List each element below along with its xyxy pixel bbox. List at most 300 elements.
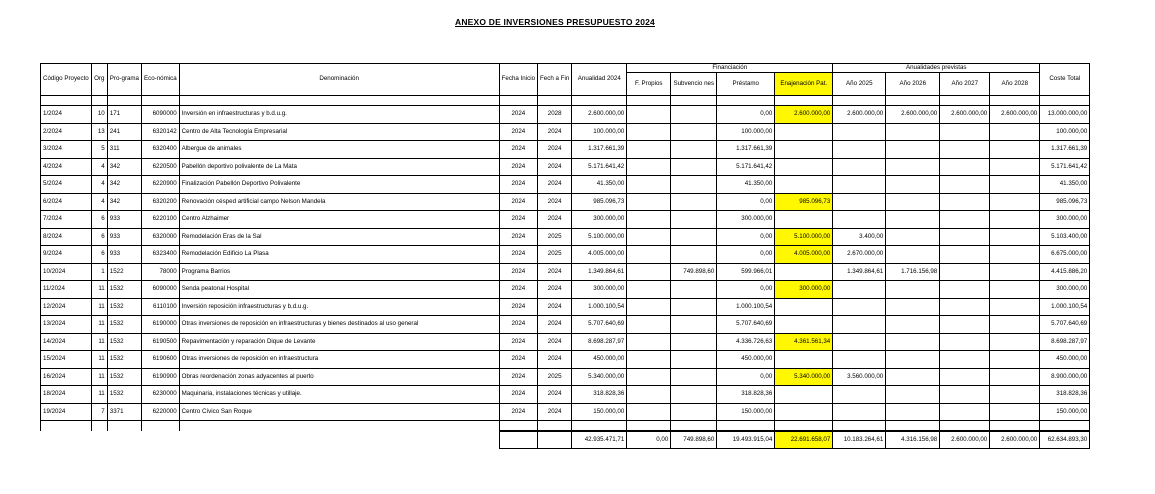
cell-enajenacion	[775, 316, 833, 334]
cell-ano-2027	[940, 403, 990, 421]
cell-fecha-inicio: 2024	[499, 228, 537, 246]
cell-ano-2025	[833, 333, 886, 351]
header-anualidad: Anualidad 2024	[572, 64, 627, 96]
cell-prestamo: 150.000,00	[717, 403, 775, 421]
cell-prestamo: 5.707.640,69	[717, 316, 775, 334]
cell-f-propios	[627, 298, 671, 316]
header-fecha-fin: Fech a Fin	[538, 64, 572, 96]
spacer-row	[41, 421, 1090, 432]
totals-empty-cell	[179, 431, 499, 449]
cell-subvenciones	[671, 228, 717, 246]
cell-f-propios	[627, 246, 671, 264]
cell-org: 4	[91, 176, 107, 194]
cell-denominacion: Otras inversiones de reposición en infraestructura	[179, 351, 499, 369]
cell-economica: 6220500	[141, 158, 179, 176]
cell-ano-2026	[886, 123, 940, 141]
cell-economica: 6320000	[141, 228, 179, 246]
cell-ano-2027	[940, 176, 990, 194]
cell-fecha-fin: 2024	[538, 211, 572, 229]
cell-ano-2028	[990, 316, 1040, 334]
cell-coste-total: 6.675.000,00	[1040, 246, 1090, 264]
cell-enajenacion	[775, 403, 833, 421]
cell-anualidad: 300.000,00	[572, 211, 627, 229]
cell-prestamo: 300.000,00	[717, 211, 775, 229]
cell-programa: 1532	[107, 351, 141, 369]
header-ano-2027: Año 2027	[940, 73, 990, 96]
cell-prestamo: 0,00	[717, 246, 775, 264]
cell-fecha-fin: 2024	[538, 281, 572, 299]
cell-fecha-inicio: 2024	[499, 263, 537, 281]
cell-programa: 342	[107, 176, 141, 194]
table-row	[41, 263, 1090, 281]
cell-codigo: 7/2024	[41, 211, 92, 229]
cell-fecha-fin: 2024	[538, 158, 572, 176]
cell-fecha-inicio: 2024	[499, 316, 537, 334]
cell-fecha-fin: 2024	[538, 298, 572, 316]
cell-denominacion: Inversión en infraestructuras y b.d.u.g.	[179, 106, 499, 124]
cell-ano-2025	[833, 176, 886, 194]
cell-economica: 6320200	[141, 193, 179, 211]
cell-f-propios	[627, 141, 671, 159]
table-row	[41, 158, 1090, 176]
header-financiacion: Financiación	[627, 64, 833, 73]
table-row	[41, 246, 1090, 264]
cell-denominacion: Renovación césped artificial campo Nelson Mandela	[179, 193, 499, 211]
cell-fecha-inicio: 2024	[499, 158, 537, 176]
cell-ano-2026: 1.716.156,98	[886, 263, 940, 281]
cell-subvenciones	[671, 193, 717, 211]
cell-subvenciones	[671, 403, 717, 421]
cell-codigo: 8/2024	[41, 228, 92, 246]
cell-economica: 6220100	[141, 211, 179, 229]
cell-ano-2028	[990, 298, 1040, 316]
cell-subvenciones	[671, 158, 717, 176]
table-row	[41, 333, 1090, 351]
table-row	[41, 316, 1090, 334]
table-row	[41, 386, 1090, 404]
cell-fecha-fin: 2024	[538, 333, 572, 351]
cell-economica: 6220000	[141, 403, 179, 421]
cell-fecha-inicio: 2024	[499, 386, 537, 404]
cell-fecha-fin: 2025	[538, 368, 572, 386]
table-row	[41, 403, 1090, 421]
cell-anualidad: 1.317.661,39	[572, 141, 627, 159]
cell-org: 13	[91, 123, 107, 141]
total-prestamo: 19.493.915,04	[717, 431, 775, 449]
cell-subvenciones	[671, 316, 717, 334]
cell-denominacion: Inversión reposición infraestructuras y b.d.u.g.	[179, 298, 499, 316]
cell-ano-2028	[990, 141, 1040, 159]
cell-codigo: 11/2024	[41, 281, 92, 299]
cell-coste-total: 450.000,00	[1040, 351, 1090, 369]
cell-fecha-fin: 2024	[538, 193, 572, 211]
cell-denominacion: Repavimentación y reparación Dique de Levante	[179, 333, 499, 351]
cell-fecha-inicio: 2024	[499, 176, 537, 194]
cell-ano-2028	[990, 176, 1040, 194]
cell-fecha-inicio: 2024	[499, 368, 537, 386]
cell-programa: 1532	[107, 281, 141, 299]
cell-ano-2025	[833, 351, 886, 369]
cell-org: 5	[91, 141, 107, 159]
cell-denominacion: Obras reordenación zonas adyacentes al puerto	[179, 368, 499, 386]
total-anualidad: 42.935.471,71	[572, 431, 627, 449]
cell-codigo: 5/2024	[41, 176, 92, 194]
cell-anualidad: 318.828,36	[572, 386, 627, 404]
cell-economica: 6320142	[141, 123, 179, 141]
cell-ano-2028	[990, 351, 1040, 369]
cell-ano-2028	[990, 228, 1040, 246]
cell-fecha-inicio: 2024	[499, 141, 537, 159]
cell-ano-2025	[833, 141, 886, 159]
cell-codigo: 4/2024	[41, 158, 92, 176]
cell-enajenacion: 985.096,73	[775, 193, 833, 211]
cell-fecha-inicio: 2024	[499, 123, 537, 141]
cell-coste-total: 4.415.886,20	[1040, 263, 1090, 281]
cell-subvenciones: 749.898,60	[671, 263, 717, 281]
cell-org: 6	[91, 228, 107, 246]
totals-empty-cell	[107, 431, 141, 449]
cell-prestamo: 450.000,00	[717, 351, 775, 369]
cell-ano-2028	[990, 403, 1040, 421]
cell-f-propios	[627, 386, 671, 404]
cell-subvenciones	[671, 298, 717, 316]
cell-prestamo: 0,00	[717, 106, 775, 124]
cell-prestamo: 0,00	[717, 281, 775, 299]
cell-anualidad: 5.171.641,42	[572, 158, 627, 176]
cell-ano-2025: 1.349.864,61	[833, 263, 886, 281]
cell-ano-2026	[886, 316, 940, 334]
cell-f-propios	[627, 193, 671, 211]
cell-enajenacion	[775, 141, 833, 159]
cell-ano-2027	[940, 298, 990, 316]
cell-enajenacion: 5.100.000,00	[775, 228, 833, 246]
total-f-propios: 0,00	[627, 431, 671, 449]
cell-codigo: 6/2024	[41, 193, 92, 211]
cell-denominacion: Centro de Alta Tecnología Empresarial	[179, 123, 499, 141]
header-subvenciones: Subvencio nes	[671, 73, 717, 96]
cell-anualidad: 5.100.000,00	[572, 228, 627, 246]
total-subvenciones: 749.898,60	[671, 431, 717, 449]
cell-denominacion: Centro Alzhaimer	[179, 211, 499, 229]
cell-f-propios	[627, 316, 671, 334]
table-row	[41, 176, 1090, 194]
cell-ano-2025: 3.560.000,00	[833, 368, 886, 386]
cell-anualidad: 2.600.000,00	[572, 106, 627, 124]
table-row	[41, 211, 1090, 229]
cell-ano-2026	[886, 281, 940, 299]
cell-org: 6	[91, 211, 107, 229]
cell-subvenciones	[671, 333, 717, 351]
cell-economica: 6323400	[141, 246, 179, 264]
cell-ano-2027	[940, 263, 990, 281]
cell-enajenacion: 4.361.561,34	[775, 333, 833, 351]
total-a2027: 2.600.000,00	[940, 431, 990, 449]
cell-coste-total: 5.171.641,42	[1040, 158, 1090, 176]
cell-codigo: 2/2024	[41, 123, 92, 141]
cell-enajenacion: 5.340.000,00	[775, 368, 833, 386]
cell-economica: 6190500	[141, 333, 179, 351]
cell-anualidad: 8.698.287,97	[572, 333, 627, 351]
cell-coste-total: 1.000.100,54	[1040, 298, 1090, 316]
cell-f-propios	[627, 123, 671, 141]
cell-codigo: 10/2024	[41, 263, 92, 281]
cell-prestamo: 599.966,01	[717, 263, 775, 281]
header-f-propios: F. Propios	[627, 73, 671, 96]
cell-programa: 1532	[107, 333, 141, 351]
cell-anualidad: 1.349.864,61	[572, 263, 627, 281]
cell-ano-2027	[940, 228, 990, 246]
cell-fecha-fin: 2028	[538, 106, 572, 124]
cell-anualidad: 100.000,00	[572, 123, 627, 141]
cell-coste-total: 8.900.000,00	[1040, 368, 1090, 386]
cell-denominacion: Albergue de animales	[179, 141, 499, 159]
cell-ano-2027	[940, 193, 990, 211]
cell-economica: 6220900	[141, 176, 179, 194]
cell-f-propios	[627, 228, 671, 246]
cell-ano-2025: 2.670.000,00	[833, 246, 886, 264]
cell-f-propios	[627, 351, 671, 369]
cell-enajenacion	[775, 386, 833, 404]
cell-denominacion: Otras inversiones de reposición en infraestructuras y bienes destinados al uso general	[179, 316, 499, 334]
cell-economica: 6190900	[141, 368, 179, 386]
cell-programa: 933	[107, 228, 141, 246]
cell-enajenacion	[775, 158, 833, 176]
cell-ano-2028	[990, 386, 1040, 404]
cell-org: 11	[91, 298, 107, 316]
cell-coste-total: 5.707.640,69	[1040, 316, 1090, 334]
cell-f-propios	[627, 281, 671, 299]
cell-subvenciones	[671, 281, 717, 299]
cell-org: 11	[91, 368, 107, 386]
cell-prestamo: 1.000.100,54	[717, 298, 775, 316]
cell-ano-2026	[886, 298, 940, 316]
totals-empty-cell	[91, 431, 107, 449]
cell-prestamo: 5.171.641,42	[717, 158, 775, 176]
header-ano-2028: Año 2028	[990, 73, 1040, 96]
cell-ano-2027	[940, 158, 990, 176]
cell-ano-2026	[886, 403, 940, 421]
cell-fecha-inicio: 2024	[499, 351, 537, 369]
cell-f-propios	[627, 158, 671, 176]
header-anualidades-previstas: Anualidades previstas	[833, 64, 1040, 73]
cell-prestamo: 4.336.726,63	[717, 333, 775, 351]
header-org: Org	[91, 64, 107, 96]
cell-org: 11	[91, 386, 107, 404]
cell-fecha-fin: 2024	[538, 263, 572, 281]
cell-economica: 6190000	[141, 316, 179, 334]
cell-programa: 171	[107, 106, 141, 124]
cell-economica: 6230000	[141, 386, 179, 404]
cell-prestamo: 0,00	[717, 228, 775, 246]
cell-ano-2025	[833, 123, 886, 141]
cell-coste-total: 300.000,00	[1040, 281, 1090, 299]
cell-ano-2028	[990, 211, 1040, 229]
cell-fecha-fin: 2024	[538, 351, 572, 369]
cell-codigo: 3/2024	[41, 141, 92, 159]
cell-enajenacion	[775, 298, 833, 316]
cell-anualidad: 5.340.000,00	[572, 368, 627, 386]
cell-ano-2028	[990, 281, 1040, 299]
header-programa: Pro-grama	[107, 64, 141, 96]
cell-prestamo: 0,00	[717, 193, 775, 211]
cell-anualidad: 985.096,73	[572, 193, 627, 211]
cell-ano-2026	[886, 228, 940, 246]
cell-ano-2026	[886, 368, 940, 386]
cell-enajenacion: 4.005.000,00	[775, 246, 833, 264]
cell-codigo: 18/2024	[41, 386, 92, 404]
totals-row	[41, 431, 1090, 449]
cell-ano-2027	[940, 333, 990, 351]
cell-codigo: 16/2024	[41, 368, 92, 386]
cell-programa: 933	[107, 211, 141, 229]
cell-programa: 342	[107, 158, 141, 176]
table-row	[41, 368, 1090, 386]
cell-economica: 6320400	[141, 141, 179, 159]
cell-ano-2026	[886, 351, 940, 369]
cell-ano-2026: 2.600.000,00	[886, 106, 940, 124]
cell-ano-2026	[886, 333, 940, 351]
cell-prestamo: 318.828,36	[717, 386, 775, 404]
cell-codigo: 15/2024	[41, 351, 92, 369]
cell-ano-2027: 2.600.000,00	[940, 106, 990, 124]
cell-programa: 1522	[107, 263, 141, 281]
cell-subvenciones	[671, 141, 717, 159]
cell-ano-2028: 2.600.000,00	[990, 106, 1040, 124]
cell-ano-2026	[886, 193, 940, 211]
cell-ano-2026	[886, 176, 940, 194]
header-prestamo: Préstamo	[717, 73, 775, 96]
cell-economica: 6090000	[141, 281, 179, 299]
cell-coste-total: 41.350,00	[1040, 176, 1090, 194]
cell-org: 4	[91, 193, 107, 211]
total-enajenacion: 22.691.658,07	[775, 431, 833, 449]
total-a2026: 4.316.156,98	[886, 431, 940, 449]
totals-empty-cell	[538, 431, 572, 449]
cell-coste-total: 150.000,00	[1040, 403, 1090, 421]
cell-prestamo: 100.000,00	[717, 123, 775, 141]
cell-org: 11	[91, 281, 107, 299]
cell-anualidad: 1.000.100,54	[572, 298, 627, 316]
cell-f-propios	[627, 176, 671, 194]
table-row	[41, 228, 1090, 246]
cell-denominacion: Maquinaria, instalaciones técnicas y utillaje.	[179, 386, 499, 404]
totals-empty-cell	[41, 431, 92, 449]
cell-anualidad: 300.000,00	[572, 281, 627, 299]
cell-ano-2026	[886, 246, 940, 264]
cell-anualidad: 450.000,00	[572, 351, 627, 369]
cell-subvenciones	[671, 176, 717, 194]
cell-fecha-inicio: 2024	[499, 193, 537, 211]
cell-prestamo: 0,00	[717, 368, 775, 386]
cell-programa: 1532	[107, 298, 141, 316]
cell-denominacion: Finalización Pabellón Deportivo Polivalente	[179, 176, 499, 194]
cell-coste-total: 13.000.000,00	[1040, 106, 1090, 124]
cell-subvenciones	[671, 351, 717, 369]
cell-ano-2025: 3.400,00	[833, 228, 886, 246]
cell-subvenciones	[671, 386, 717, 404]
cell-ano-2027	[940, 211, 990, 229]
cell-ano-2025	[833, 316, 886, 334]
cell-ano-2027	[940, 351, 990, 369]
cell-enajenacion	[775, 176, 833, 194]
cell-economica: 78000	[141, 263, 179, 281]
cell-coste-total: 8.698.287,97	[1040, 333, 1090, 351]
table-row	[41, 298, 1090, 316]
table-row	[41, 351, 1090, 369]
cell-ano-2028	[990, 193, 1040, 211]
cell-fecha-fin: 2025	[538, 246, 572, 264]
header-ano-2025: Año 2025	[833, 73, 886, 96]
cell-economica: 6190600	[141, 351, 179, 369]
cell-codigo: 12/2024	[41, 298, 92, 316]
cell-ano-2027	[940, 368, 990, 386]
cell-coste-total: 5.103.400,00	[1040, 228, 1090, 246]
cell-ano-2028	[990, 263, 1040, 281]
cell-codigo: 1/2024	[41, 106, 92, 124]
total-a2028: 2.600.000,00	[990, 431, 1040, 449]
cell-org: 6	[91, 246, 107, 264]
cell-programa: 311	[107, 141, 141, 159]
cell-org: 11	[91, 333, 107, 351]
cell-fecha-fin: 2024	[538, 386, 572, 404]
cell-fecha-fin: 2024	[538, 176, 572, 194]
cell-org: 11	[91, 351, 107, 369]
cell-fecha-inicio: 2024	[499, 281, 537, 299]
cell-denominacion: Senda peatonal Hospital	[179, 281, 499, 299]
cell-ano-2025	[833, 386, 886, 404]
cell-denominacion: Centro Cívico San Roque	[179, 403, 499, 421]
cell-enajenacion	[775, 211, 833, 229]
cell-fecha-inicio: 2024	[499, 246, 537, 264]
cell-denominacion: Pabellón deportivo polivalente de La Mata	[179, 158, 499, 176]
cell-fecha-inicio: 2024	[499, 298, 537, 316]
investments-table	[40, 63, 1090, 449]
header-enajenacion: Enajenación Pat.	[775, 73, 833, 96]
spacer-row	[41, 96, 1090, 106]
cell-subvenciones	[671, 123, 717, 141]
cell-ano-2028	[990, 368, 1040, 386]
cell-denominacion: Programa Barrios	[179, 263, 499, 281]
cell-economica: 6110100	[141, 298, 179, 316]
cell-programa: 1532	[107, 316, 141, 334]
cell-org: 10	[91, 106, 107, 124]
cell-coste-total: 318.828,36	[1040, 386, 1090, 404]
cell-ano-2028	[990, 158, 1040, 176]
table-body	[41, 96, 1090, 449]
header-ano-2026: Año 2026	[886, 73, 940, 96]
cell-org: 1	[91, 263, 107, 281]
cell-ano-2028	[990, 246, 1040, 264]
cell-enajenacion: 300.000,00	[775, 281, 833, 299]
cell-anualidad: 41.350,00	[572, 176, 627, 194]
totals-empty-cell	[499, 431, 537, 449]
cell-fecha-fin: 2024	[538, 123, 572, 141]
cell-ano-2027	[940, 386, 990, 404]
total-a2025: 10.183.264,61	[833, 431, 886, 449]
cell-ano-2026	[886, 158, 940, 176]
cell-ano-2025	[833, 298, 886, 316]
cell-programa: 342	[107, 193, 141, 211]
cell-ano-2025	[833, 193, 886, 211]
cell-ano-2027	[940, 281, 990, 299]
header-economica: Eco-nómica	[141, 64, 179, 96]
cell-fecha-inicio: 2024	[499, 333, 537, 351]
cell-coste-total: 300.000,00	[1040, 211, 1090, 229]
cell-ano-2025	[833, 158, 886, 176]
cell-codigo: 19/2024	[41, 403, 92, 421]
cell-ano-2025: 2.600.000,00	[833, 106, 886, 124]
cell-fecha-fin: 2024	[538, 316, 572, 334]
